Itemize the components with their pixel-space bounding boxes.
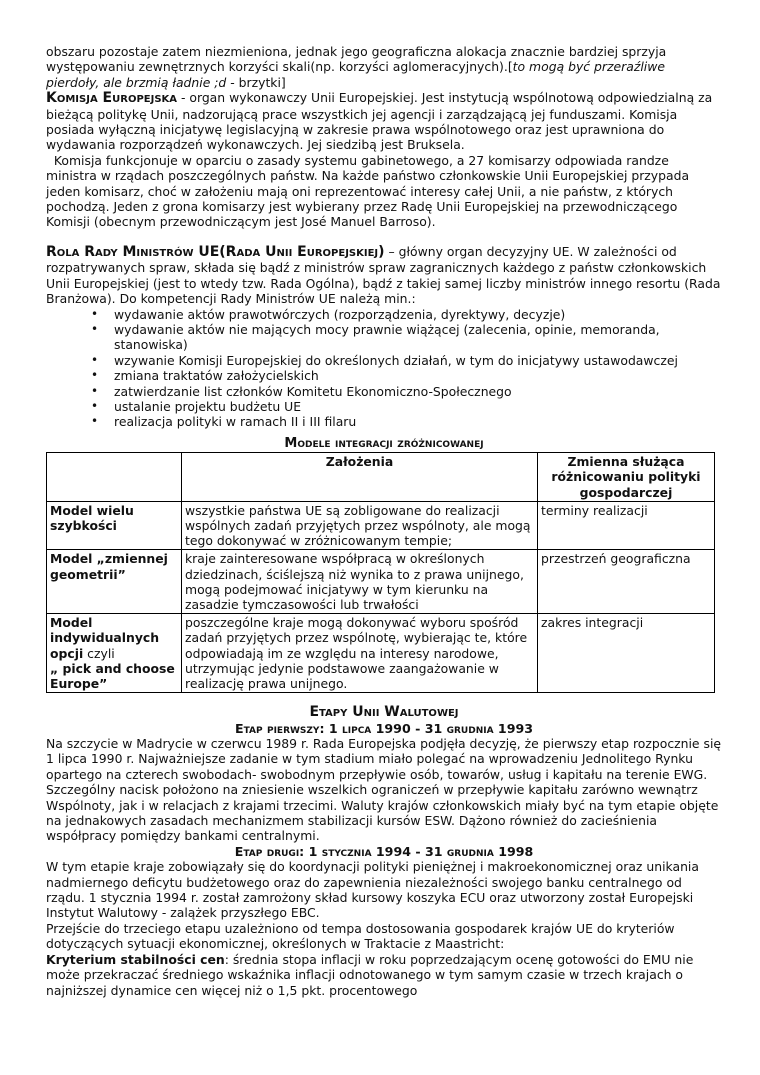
rola-competence-list (46, 307, 722, 430)
row-model-desc: wszystkie państwa UE są zobligowane do realizacji wspólnych zadań przyjętych przez wspólnoty, ale mogą tego dokonywać w zróżnicowanym tempie; (182, 501, 538, 550)
list-item: • wydawanie aktów nie mających mocy prawnie wiążącej (zalecenia, opinie, memoranda, stanowiska) (114, 322, 722, 353)
list-item: • ustalanie projektu budżetu UE (114, 399, 722, 414)
row-model-var: terminy realizacji (538, 501, 715, 550)
etapy-title: Etapy Unii Walutowej (309, 704, 459, 721)
modele-title: Modele integracji zróżnicowanej (284, 435, 484, 451)
row-model-name: Model wielu szybkości (47, 501, 182, 550)
kryterium-text: : średnia stopa inflacji w roku poprzedzającym ocenę gotowości do EMU nie może przekraczać średniego wskaźnika inflacji odnotowanego w tym samym czasie w trzech krajach o najniższej dynamice cen więcej niż o 1,5 pkt. procentowego (46, 951, 694, 998)
list-item: • wzywanie Komisji Europejskiej do określonych działań, w tym do inicjatywy ustawodawczej (114, 353, 722, 368)
etap1-text: Na szczycie w Madrycie w czerwcu 1989 r. Rada Europejska podjęła decyzję, że pierwszy etap rozpocznie się 1 lipca 1990 r. Najważniejsze zadanie w tym stadium miało polegać na wprowadzeniu Jednolitego Rynku opartego na czterech swobodach- swobodnym przepływie osób, towarów, usług i kapitału na terenie EWG. Szczególny nacisk położono na zniesienie wszelkich ograniczeń w przepływie kapitału zarówno wewnątrz Wspólnoty, jak i w relacjach z krajami trzecimi. Waluty krajów członkowskich miały być na tym etapie objęte na jednakowych zasadach mechanizmem stabilizacji kursów ESW. Dążono również do zacieśnienia współpracy pomiędzy bankami centralnymi. (46, 736, 722, 844)
list-item: • zatwierdzanie list członków Komitetu Ekonomiczno-Społecznego (114, 384, 722, 399)
row-model-var: przestrzeń geograficzna (538, 550, 715, 614)
row-model-name: Model indywidualnych opcji (50, 615, 160, 661)
row-model-name-2: „ pick and choose Europe” (50, 660, 175, 691)
intro-paragraph (46, 44, 722, 90)
header-cell-empty (47, 453, 182, 502)
rola-text: – główny organ decyzyjny UE. W zależności od rozpatrywanych spraw, składa się bądź z ministrów spraw zagranicznych każdego z państw członkowskich Unii Europejskiej (jest to wtedy tzw. Rada Ogólna), bądź z takiej samej liczby ministrów innego resortu (Rada Branżowa). Do kompetencji Rady Ministrów UE należą min.: (46, 243, 721, 307)
header-cell-zalozenia: Założenia (182, 453, 538, 502)
table-row (47, 614, 715, 693)
intro-text: obszaru pozostaje zatem niezmieniona, jednak jego geograficzna alokacja znacznie bardziej sprzyja występowaniu zewnętrznych korzyści skali(np. korzyści aglomeracyjnych).[ (46, 44, 667, 75)
document-page (46, 44, 722, 998)
table-row (47, 550, 715, 614)
komisja-paragraph (46, 90, 722, 153)
row-model-desc: kraje zainteresowane współpracą w określonych dziedzinach, ściślejszą niż wynika to z prawa unijnego, mogą podejmować inicjatywy w tym kierunku na zasadzie tymczasowości lub trwałości (182, 550, 538, 614)
komisja-paragraph-2: Komisja funkcjonuje w oparciu o zasady systemu gabinetowego, a 27 komisarzy odpowiada randze ministra w rządach poszczególnych państw. Na każde państwo członkowskie Unii Europejskiej przypada jeden komisarz, choć w założeniu mają oni reprezentować interesy całej Unii, a nie państw, z których pochodzą. Jeden z grona komisarzy jest wybierany przez Radę Unii Europejskiej na przewodniczącego Komisji (obecnym przewodniczącym jest José Manuel Barroso). (46, 152, 694, 230)
list-item: • realizacja polityki w ramach II i III filaru (114, 414, 722, 429)
row-model-desc: poszczególne kraje mogą dokonywać wyboru spośród zadań przyjętych przez wspólnotę, wybierając te, które odpowiadają im ze względu na interesy narodowe, utrzymując jedynie podstawowe zaangażowanie w realizację prawa unijnego. (182, 614, 538, 693)
komisja-heading: Komisja Europejska (46, 90, 178, 107)
list-item: • zmiana traktatów założycielskich (114, 368, 722, 383)
kryterium-paragraph (46, 952, 722, 998)
row-model-var: zakres integracji (538, 614, 715, 693)
kryterium-label: Kryterium stabilności cen (46, 951, 225, 967)
rola-paragraph (46, 244, 722, 307)
header-cell-zmienna: Zmienna służąca różnicowaniu polityki gospodarczej (538, 453, 715, 502)
etap2-heading: Etap drugi: 1 stycznia 1994 - 31 grudnia 1998 (234, 843, 534, 859)
komisja-text-1: - organ wykonawczy Unii Europejskiej. Jest instytucją wspólnotową odpowiedzialną za bieżącą politykę Unii, nadzorującą prace wszystkich jej agencji i zarządzającą jej funduszami. Komisja posiada wyłączną inicjatywę legislacyjną w zakresie prawa wspólnotowego oraz jest uprawniona do wydawania rozporządzeń wykonawczych. Jej siedzibą jest Bruksela. (46, 90, 713, 153)
table-row (47, 501, 715, 550)
etap2-text-2: Przejście do trzeciego etapu uzależniono od tempa dostosowania gospodarek krajów UE do kryteriów dotyczących sytuacji ekonomicznej, określonych w Traktacie z Maastricht: (46, 920, 675, 952)
modele-table (46, 452, 715, 693)
row-model-name-cell (47, 614, 182, 693)
rola-heading: Rola Rady Ministrów UE(Rada Unii Europejskiej) (46, 243, 385, 260)
list-item: • wydawanie aktów prawotwórczych (rozporządzenia, dyrektywy, decyzje) (114, 307, 722, 322)
intro-tail: - brzytki] (226, 74, 286, 90)
etap1-heading: Etap pierwszy: 1 lipca 1990 - 31 grudnia 1993 (234, 720, 533, 736)
table-header-row (47, 453, 715, 502)
row-model-name: Model „zmiennej geometrii” (47, 550, 182, 614)
row-model-name-extra: czyli (83, 645, 115, 661)
etap2-text-1: W tym etapie kraje zobowiązały się do koordynacji polityki pieniężnej i makroekonomicznej oraz unikania nadmiernego deficytu budżetowego oraz do zapewnienia niezależności swojego banku centralnego od rządu. 1 stycznia 1994 r. został zamrożony skład kursowy koszyka ECU oraz utworzony został Europejski Instytut Walutowy - zalążek przyszłego EBC. (46, 859, 699, 921)
intro-italic-note: to mogą być przeraźliwe pierdoły, ale brzmią ładnie ;d (46, 59, 665, 90)
